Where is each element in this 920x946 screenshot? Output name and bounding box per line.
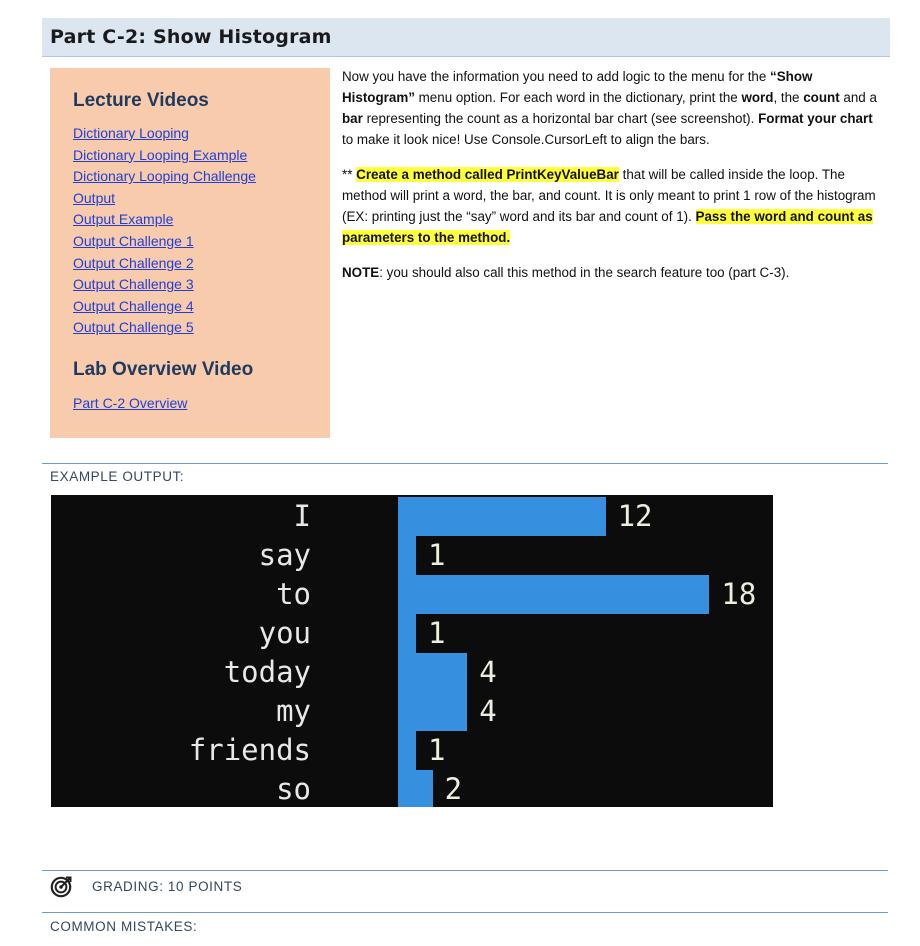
- histogram-count: 1: [428, 733, 446, 767]
- text-run: , the: [773, 90, 804, 105]
- text-run: that will be called inside the loop. The method will print a word, the bar, and count. It is only meant to print 1 row of the histogram (EX: printing just the “say” word and its bar and count of 1).: [342, 167, 876, 224]
- list-item: [73, 317, 330, 339]
- emphasis: bar: [342, 111, 363, 126]
- emphasis: word: [741, 90, 774, 105]
- target-icon: [50, 876, 72, 898]
- grading-label: GRADING: 10 POINTS: [92, 879, 243, 894]
- text-run: representing the count as a horizontal bar chart (see screenshot).: [362, 111, 759, 126]
- histogram-count: 4: [479, 655, 497, 689]
- highlighted-requirement: Pass the word and count as parameters to the method.: [342, 209, 873, 245]
- text-run: : you should also call this method in the search feature too (part C-3).: [379, 265, 790, 280]
- histogram-word: so: [276, 772, 311, 806]
- histogram-word: say: [258, 538, 311, 572]
- lecture-link-output-example[interactable]: Output Example: [73, 211, 174, 228]
- lecture-link-dictionary-looping-challenge[interactable]: Dictionary Looping Challenge: [73, 168, 256, 185]
- emphasis: “Show Histogram”: [342, 69, 813, 105]
- histogram-count: 4: [479, 694, 497, 728]
- histogram-word: today: [223, 655, 311, 689]
- text-run: **: [342, 167, 357, 182]
- console-output-screenshot: [51, 495, 773, 807]
- example-output-label: EXAMPLE OUTPUT:: [50, 469, 185, 484]
- note-label: NOTE: [342, 265, 380, 280]
- histogram-bar: [398, 536, 416, 575]
- lecture-videos-heading: Lecture Videos: [73, 90, 209, 111]
- lecture-link-output-challenge-4[interactable]: Output Challenge 4: [73, 297, 194, 314]
- list-item: [73, 166, 330, 188]
- section-header: [42, 18, 890, 57]
- instructions-paragraph-1: [342, 66, 884, 150]
- histogram-count: 18: [721, 577, 757, 611]
- lecture-link-output-challenge-2[interactable]: Output Challenge 2: [73, 254, 194, 271]
- lab-link-part-c2-overview[interactable]: Part C-2 Overview: [73, 394, 188, 411]
- resources-sidebar: [50, 68, 330, 438]
- list-item: [73, 188, 330, 210]
- lab-overview-heading: Lab Overview Video: [73, 358, 254, 380]
- instructions-paragraph-2: [342, 164, 884, 248]
- histogram-bar: [398, 575, 709, 614]
- lecture-link-output-challenge-5[interactable]: Output Challenge 5: [73, 319, 194, 336]
- list-item: [73, 296, 330, 318]
- lecture-link-output[interactable]: Output: [73, 189, 116, 206]
- histogram-count: 12: [617, 499, 653, 533]
- histogram-bar: [398, 692, 467, 731]
- histogram-count: 1: [428, 616, 446, 650]
- section-divider: [42, 912, 888, 913]
- histogram-count: 1: [428, 538, 446, 572]
- lecture-link-dictionary-looping[interactable]: Dictionary Looping: [73, 125, 189, 141]
- text-run: Now you have the information you need to add logic to the menu for the: [342, 69, 771, 84]
- lecture-link-dictionary-looping-example[interactable]: Dictionary Looping Example: [73, 146, 248, 163]
- histogram-bar: [398, 497, 606, 536]
- list-item: [73, 231, 330, 253]
- common-mistakes-label: COMMON MISTAKES:: [50, 919, 198, 934]
- histogram-bar: [398, 770, 433, 807]
- section-divider: [42, 870, 888, 871]
- histogram-word: my: [276, 694, 311, 728]
- list-item: [73, 274, 330, 296]
- text-run: menu option. For each word in the dictionary, print the: [414, 90, 742, 105]
- histogram-bar: [398, 653, 467, 692]
- text-run: to make it look nice! Use Console.CursorLeft to align the bars.: [342, 132, 710, 147]
- histogram-word: to: [276, 577, 311, 611]
- histogram-word: you: [258, 616, 311, 650]
- instructions-note: [342, 262, 884, 283]
- histogram-word: I: [293, 499, 311, 533]
- highlighted-requirement: Create a method called PrintKeyValueBar: [356, 167, 619, 182]
- lecture-link-output-challenge-3[interactable]: Output Challenge 3: [73, 276, 194, 293]
- page-title: Part C-2: Show Histogram: [50, 26, 332, 48]
- instructions: [342, 66, 884, 297]
- list-item: [73, 123, 330, 145]
- text-run: and a: [839, 90, 877, 105]
- list-item: [73, 145, 330, 167]
- lecture-video-links: [73, 123, 330, 339]
- list-item: [73, 209, 330, 231]
- list-item: [73, 253, 330, 275]
- histogram-word: friends: [188, 733, 311, 767]
- emphasis: Format your chart: [758, 111, 873, 126]
- histogram-count: 2: [444, 772, 463, 806]
- list-item: [73, 393, 330, 415]
- histogram-bar: [398, 614, 416, 653]
- lecture-link-output-challenge-1[interactable]: Output Challenge 1: [73, 232, 194, 249]
- section-divider: [42, 463, 888, 464]
- emphasis: count: [803, 90, 840, 105]
- lab-video-links: [73, 393, 330, 415]
- histogram-bar: [398, 731, 416, 770]
